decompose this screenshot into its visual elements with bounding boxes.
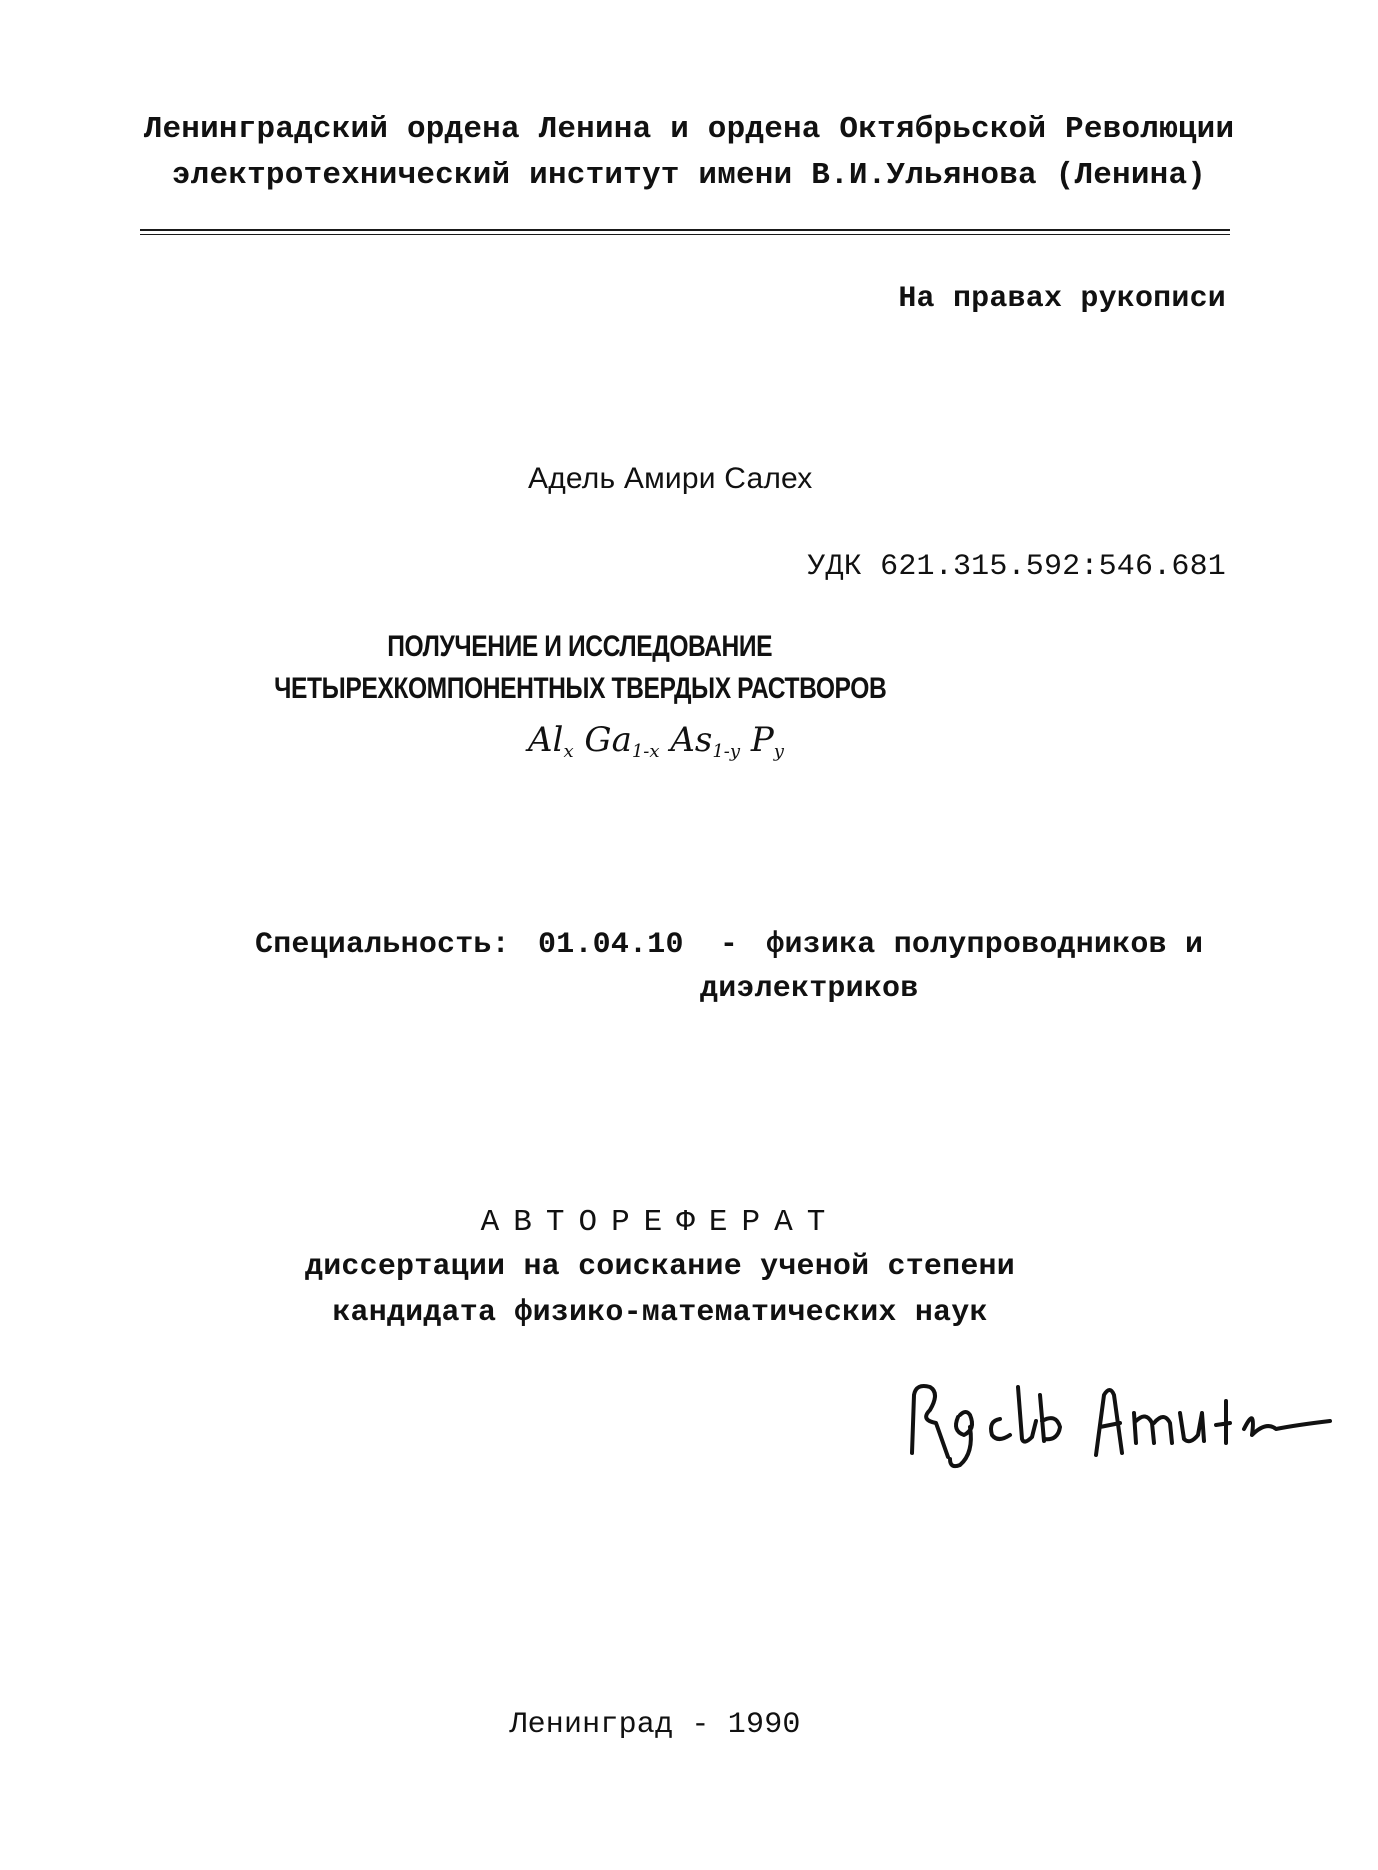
institution-line-2: электротехнический институт имени В.И.Ульянова (Ленина)	[171, 158, 1207, 193]
specialty-code: 01.04.10	[538, 928, 684, 962]
formula-sub-1-y: 1-y	[712, 741, 741, 762]
author-name: Адель Амири Салех	[528, 462, 813, 495]
specialty-line-1	[255, 928, 1203, 962]
manuscript-note: На правах рукописи	[898, 282, 1226, 316]
abstract-line-1: диссертации на соискание ученой степени	[305, 1250, 1015, 1284]
abstract-line-2: кандидата физико-математических наук	[332, 1296, 988, 1330]
chemical-formula	[528, 720, 784, 762]
abstract-heading: АВТОРЕФЕРАТ	[480, 1205, 840, 1240]
footer-place-year: Ленинград - 1990	[509, 1708, 801, 1742]
title-line-2	[0, 672, 1160, 708]
specialty-dash: -	[719, 928, 739, 962]
title-line-1	[0, 630, 1160, 666]
title-line-1-text: ПОЛУЧЕНИЕ И ИССЛЕДОВАНИЕ	[387, 630, 773, 663]
header-rule-second	[140, 234, 1230, 235]
title-line-2-text: ЧЕТЫРЕХКОМПОНЕНТНЫХ ТВЕРДЫХ РАСТВОРОВ	[273, 672, 887, 705]
formula-element-as: As	[670, 720, 713, 760]
formula-element-ga: Ga	[584, 720, 632, 760]
specialty-label: Специальность:	[255, 928, 510, 962]
formula-element-al: Al	[528, 720, 564, 760]
specialty-name-line-1: физика полупроводников и	[766, 928, 1204, 962]
institution-line-1: Ленинградский ордена Ленина и ордена Октябрьской Революции	[143, 112, 1235, 147]
header-rule	[140, 229, 1230, 231]
formula-sub-1-x: 1-x	[631, 741, 660, 762]
specialty-line-2: диэлектриков	[700, 972, 919, 1006]
formula-sub-x: x	[563, 741, 574, 762]
formula-sub-y: y	[773, 741, 784, 762]
handwritten-signature	[900, 1365, 1340, 1475]
udc-code: УДК 621.315.592:546.681	[807, 550, 1226, 584]
formula-element-p: P	[750, 720, 774, 760]
